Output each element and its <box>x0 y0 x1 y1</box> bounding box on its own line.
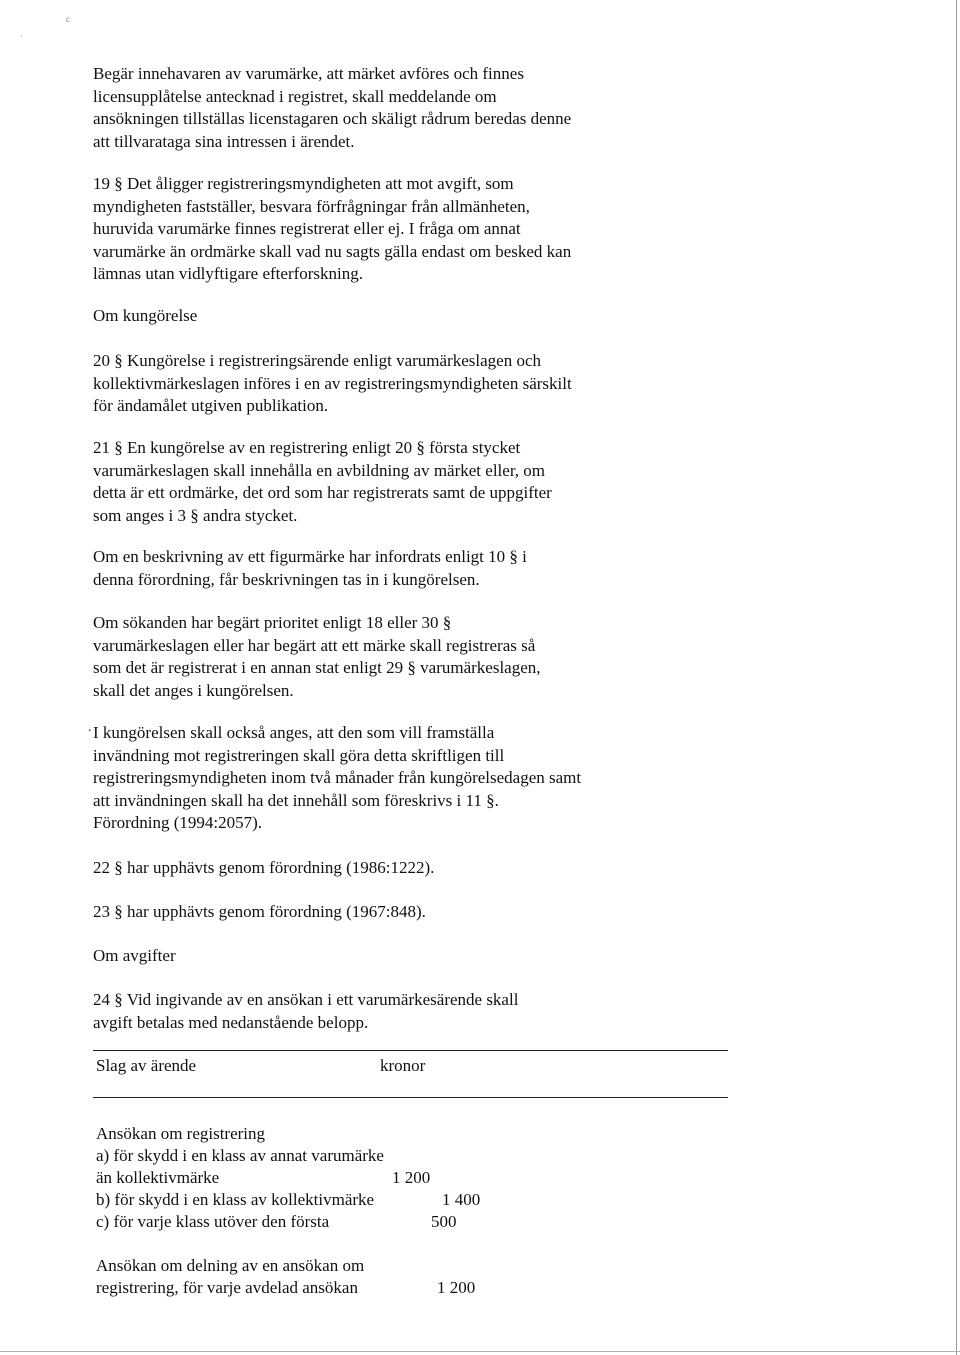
paragraph-section-23: 23 § har upphävts genom förordning (1967:848). <box>93 902 426 921</box>
stray-dot: . <box>88 720 92 735</box>
fee-row: c) för varje klass utöver den första 500 <box>96 1212 457 1231</box>
fee-row: Ansökan om delning av en ansökan om <box>96 1256 365 1275</box>
fee-amount: 1 200 <box>392 1168 431 1187</box>
table-header-rule <box>93 1097 728 1098</box>
scan-edge-right <box>956 0 957 1355</box>
paragraph-section-20: 20 § Kungörelse i registreringsärende enligt varumärkeslagen och kollektivmärkeslagen införes i en av registreringsmyndigheten särskilt för ändamålet utgiven publikation. <box>93 351 572 416</box>
heading-om-kungorelse: Om kungörelse <box>93 306 198 325</box>
paragraph-intro: Begär innehavaren av varumärke, att märket avföres och finnes licensupplåtelse antecknad i registret, skall meddelande om ansökningen tillställas licenstagaren och skäligt rådrum beredas denne att tillvarataga sina intressen i ärendet. <box>93 64 572 151</box>
fee-group-registrering <box>96 1123 536 1233</box>
fee-row: b) för skydd i en klass av kollektivmärke 1 400 <box>96 1190 481 1209</box>
paragraph-section-21: 21 § En kungörelse av en registrering enligt 20 § första stycket varumärkeslagen skall innehålla en avbildning av märket eller, om detta är ett ordmärke, det ord som har registrerats samt de uppgifter som anges i 3 § andra stycket. <box>93 438 552 525</box>
scan-speck: ` <box>20 34 23 44</box>
scan-speck: c <box>66 14 70 24</box>
paragraph-prioritet: Om sökanden har begärt prioritet enligt 18 eller 30 § varumärkeslagen eller har begärt att ett märke skall registreras så som det är registrerat i en annan stat enligt 29 § varumärkeslagen, skall det anges i kungörelsen. <box>93 613 541 700</box>
fee-group-title: Ansökan om registrering <box>96 1124 266 1143</box>
fee-amount: 1 200 <box>437 1278 476 1297</box>
paragraph-section-24: 24 § Vid ingivande av en ansökan i ett varumärkesärende skall avgift betalas med nedanstående belopp. <box>93 990 519 1032</box>
scan-edge-bottom <box>0 1351 960 1352</box>
fee-amount: 500 <box>431 1212 457 1231</box>
fee-row: registrering, för varje avdelad ansökan 1 200 <box>96 1278 476 1297</box>
paragraph-figurmarke-beskrivning: Om en beskrivning av ett figurmärke har infordrats enligt 10 § i denna förordning, får beskrivningen tas in i kungörelsen. <box>93 547 527 589</box>
paragraph-section-22: 22 § har upphävts genom förordning (1986:1222). <box>93 858 435 877</box>
fee-amount: 1 400 <box>442 1190 481 1209</box>
column-header-kronor: kronor <box>380 1056 426 1075</box>
fee-row: än kollektivmärke 1 200 <box>96 1168 431 1187</box>
fee-group-delning <box>96 1255 536 1299</box>
table-top-rule <box>93 1050 728 1051</box>
paragraph-invandning: I kungörelsen skall också anges, att den som vill framställa invändning mot registreringen skall göra detta skriftligen till registreringsmyndigheten inom två månader från kungörelsedagen samt att invändningen skall ha det innehåll som föreskrivs i 11 §. Förordning (1994:2057). <box>93 723 582 833</box>
fee-row: a) för skydd i en klass av annat varumärke <box>96 1146 384 1165</box>
paragraph-section-19: 19 § Det åligger registreringsmyndigheten att mot avgift, som myndigheten fastställer, besvara förfrågningar från allmänheten, huruvida varumärke finnes registrerat eller ej. I fråga om annat varumärke än ordmärke skall vad nu sagts gälla endast om besked kan lämnas utan vidlyftigare efterforskning. <box>93 174 572 284</box>
heading-om-avgifter: Om avgifter <box>93 946 176 965</box>
column-header-slag-av-arende: Slag av ärende <box>96 1056 197 1075</box>
